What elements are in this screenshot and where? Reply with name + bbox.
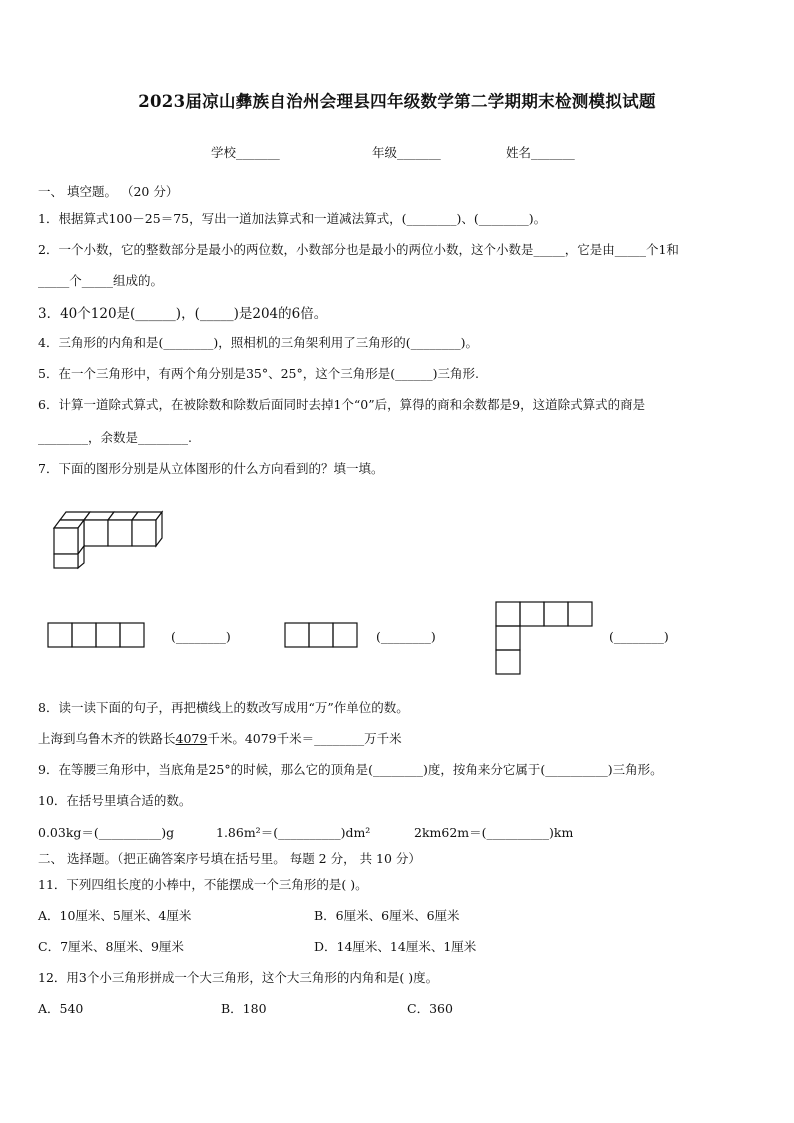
view-3-answer[interactable]: (________) bbox=[609, 629, 669, 644]
question-8-line-1: 8．读一读下面的句子，再把横线上的数改写成用“万”作单位的数。 bbox=[38, 700, 409, 715]
question-6-line-1: 6．计算一道除式算式，在被除数和除数后面同时去掉1个“0”后，算得的商和余数都是9，这道除式算式的商是 bbox=[38, 397, 646, 412]
view-2-image bbox=[284, 622, 360, 650]
question-10-item-3: 2km62m＝(__________)km bbox=[414, 825, 574, 840]
page-title: 2023届凉山彝族自治州会理县四年级数学第二学期期末检测模拟试题 bbox=[138, 92, 656, 111]
question-10: 10．在括号里填合适的数。 bbox=[38, 793, 192, 808]
section-1-header: 一、 填空题。 （20 分） bbox=[38, 184, 179, 199]
question-12-option-c[interactable]: C．360 bbox=[407, 1001, 453, 1016]
question-7: 7．下面的图形分别是从立体图形的什么方向看到的？填一填。 bbox=[38, 461, 384, 476]
question-10-item-1: 0.03kg＝(__________)g bbox=[38, 825, 175, 840]
school-field[interactable]: 学校_______ bbox=[211, 145, 280, 160]
question-12: 12．用3个小三角形拼成一个大三角形，这个大三角形的内角和是( )度。 bbox=[38, 970, 439, 985]
solid-figure-image bbox=[46, 508, 172, 570]
view-1-image bbox=[47, 622, 147, 650]
question-8-line-2 bbox=[38, 729, 402, 747]
grade-field[interactable]: 年级_______ bbox=[372, 145, 441, 160]
section-2-header: 二、 选择题。（把正确答案序号填在括号里。 每题 2 分， 共 10 分） bbox=[38, 851, 421, 866]
question-10-item-2: 1.86m²＝(__________)dm² bbox=[216, 825, 371, 840]
question-1: 1．根据算式100－25＝75，写出一道加法算式和一道减法算式，(________)、(________)。 bbox=[38, 211, 547, 226]
question-9: 9．在等腰三角形中，当底角是25°的时候，那么它的顶角是(________)度，按角来分它属于(__________)三角形。 bbox=[38, 762, 663, 777]
question-11-option-b[interactable]: B．6厘米、6厘米、6厘米 bbox=[314, 908, 460, 923]
view-1-answer[interactable]: (________) bbox=[171, 629, 231, 644]
view-2-answer[interactable]: (________) bbox=[376, 629, 436, 644]
question-4: 4．三角形的内角和是(________)，照相机的三角架利用了三角形的(________)。 bbox=[38, 335, 478, 350]
question-8-prefix: 上海到乌鲁木齐的铁路长 bbox=[38, 731, 176, 746]
question-3: 3．40个120是(______)，(_____)是204的6倍。 bbox=[38, 306, 328, 322]
name-field[interactable]: 姓名_______ bbox=[506, 145, 575, 160]
question-8-suffix: 千米。4079千米＝________万千米 bbox=[207, 731, 402, 746]
question-5: 5．在一个三角形中，有两个角分别是35°、25°，这个三角形是(______)三角形. bbox=[38, 366, 479, 381]
underlined-number: 4079 bbox=[175, 731, 208, 746]
question-11-option-a[interactable]: A．10厘米、5厘米、4厘米 bbox=[38, 908, 192, 923]
question-2-line-2: _____个_____组成的。 bbox=[38, 273, 164, 288]
question-11-option-c[interactable]: C．7厘米、8厘米、9厘米 bbox=[38, 939, 184, 954]
question-11-option-d[interactable]: D．14厘米、14厘米、1厘米 bbox=[314, 939, 477, 954]
question-2-line-1: 2．一个小数，它的整数部分是最小的两位数，小数部分也是最小的两位小数，这个小数是_____，它是由_____个1和 bbox=[38, 242, 679, 257]
question-11: 11．下列四组长度的小棒中，不能摆成一个三角形的是( )。 bbox=[38, 877, 368, 892]
question-6-line-2: ________，余数是________. bbox=[38, 430, 192, 445]
question-12-option-b[interactable]: B．180 bbox=[221, 1001, 267, 1016]
question-12-option-a[interactable]: A．540 bbox=[38, 1001, 84, 1016]
view-3-image bbox=[495, 601, 595, 677]
